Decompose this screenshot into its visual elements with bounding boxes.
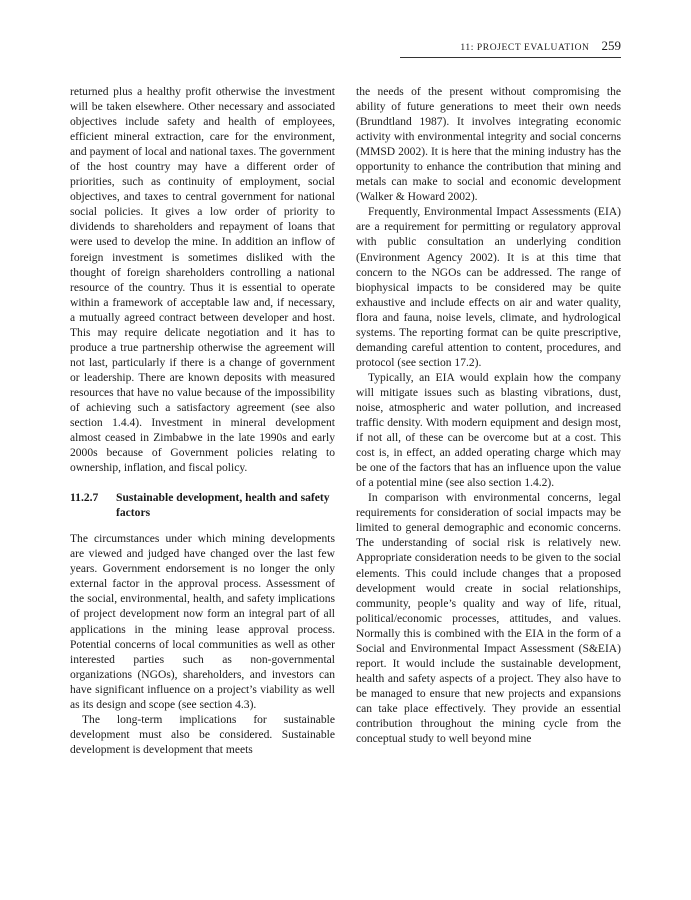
page-number: 259 xyxy=(601,38,621,53)
left-column xyxy=(70,85,335,758)
section-number: 11.2.7 xyxy=(70,491,99,505)
paragraph: The circumstances under which mining developments are viewed and judged have changed over the last few years. Government endorsement is no longer the only external factor in the approval process. Assessment of the social, environmental, health, and safety implications of project development now form an integral part of all applications in the mining lease approval process. Potential concerns of local communities as well as other interested parties such as non-governmental organizations (NGOs), shareholders, and investors can have significant influence on a project’s viability as well as its design and scope (see section 4.3). xyxy=(70,533,335,711)
section-title: Sustainable development, health and safety factors xyxy=(116,491,330,519)
paragraph: The long-term implications for sustainable development must also be considered. Sustainable development is development that meets xyxy=(70,713,335,756)
paragraph: the needs of the present without compromising the ability of future generations to meet their own needs (Brundtland 1987). It involves integrating economic activity with environmental integrity and social concerns (MMSD 2002). It is here that the mining industry has the opportunity to enhance the contribution that mining and metals can make to social and economic development (Walker & Howard 2002). xyxy=(356,86,621,204)
paragraph: returned plus a healthy profit otherwise the investment will be taken elsewhere. Other necessary and associated objectives include safety and health of employees, efficient mineral extraction, care for the environment, and payment of local and national taxes. The government of the host country may have a different order of priorities, such as continuity of employment, social objectives, and taxes to central government for national social policies. It gives a low order of priority to dividends to shareholders and repayment of loans that were used to develop the mine. In addition an inflow of foreign investment is sometimes disliked with the thought of foreign shareholders controlling a national resource of the country. Thus it is essential to operate within a framework of acceptable law and, if necessary, a mutually agreed contract between developer and host. This may require delicate negotiation and it has to produce a true partnership otherwise the agreement will not last, particularly if there is a change of government or leadership. There are known deposits with measured resources that have no value because of the impossibility of achieving such a satisfactory agreement (see also section 1.4.4). Investment in mineral development almost ceased in Zimbabwe in the late 1990s and early 2000s because of Government policies relating to ownership, inflation, and fiscal policy. xyxy=(70,86,335,475)
page-header xyxy=(460,38,621,54)
header-rule xyxy=(400,57,621,58)
section-heading xyxy=(70,491,335,520)
right-column xyxy=(356,85,621,747)
paragraph: In comparison with environmental concerns, legal requirements for consideration of social impacts may be limited to general demographic and economic concerns. The understanding of social risk is relatively new. Appropriate consideration needs to be given to the social elements. This could include changes that a proposed development would create in social relationships, community, people’s quality and way of life, ritual, political/economic processes, attitudes, and values. Normally this is combined with the EIA in the form of a Social and Environmental Impact Assessment (S&EIA) report. It would include the sustainable development, health and safety aspects of a project. They also have to be managed to ensure that new projects and expansions can take place effectively. They provide an essential contribution throughout the mining cycle from the conceptual study to well beyond mine xyxy=(356,492,621,746)
paragraph: Frequently, Environmental Impact Assessments (EIA) are a requirement for permitting or regulatory approval with public consultation an underlying condition (Environment Agency 2002). It is at this time that concern to the NGOs can be addressed. The range of biophysical impacts to be considered may be quite exhaustive and include effects on air and water quality, flora and fauna, noise levels, climate, and hydrological systems. The reporting format can be quite prescriptive, demanding careful attention to content, procedures, and protocol (see section 17.2). xyxy=(356,206,621,369)
running-head: 11: PROJECT EVALUATION xyxy=(460,43,590,53)
paragraph: Typically, an EIA would explain how the company will mitigate issues such as blasting vibrations, dust, noise, atmospheric and water pollution, and increased traffic density. With modern equipment and design most, if not all, of these can be overcome but at a cost. This cost is, in effect, an added operating charge which may be one of the factors that has an influence upon the value of a potential mine (see also section 1.4.2). xyxy=(356,371,621,490)
